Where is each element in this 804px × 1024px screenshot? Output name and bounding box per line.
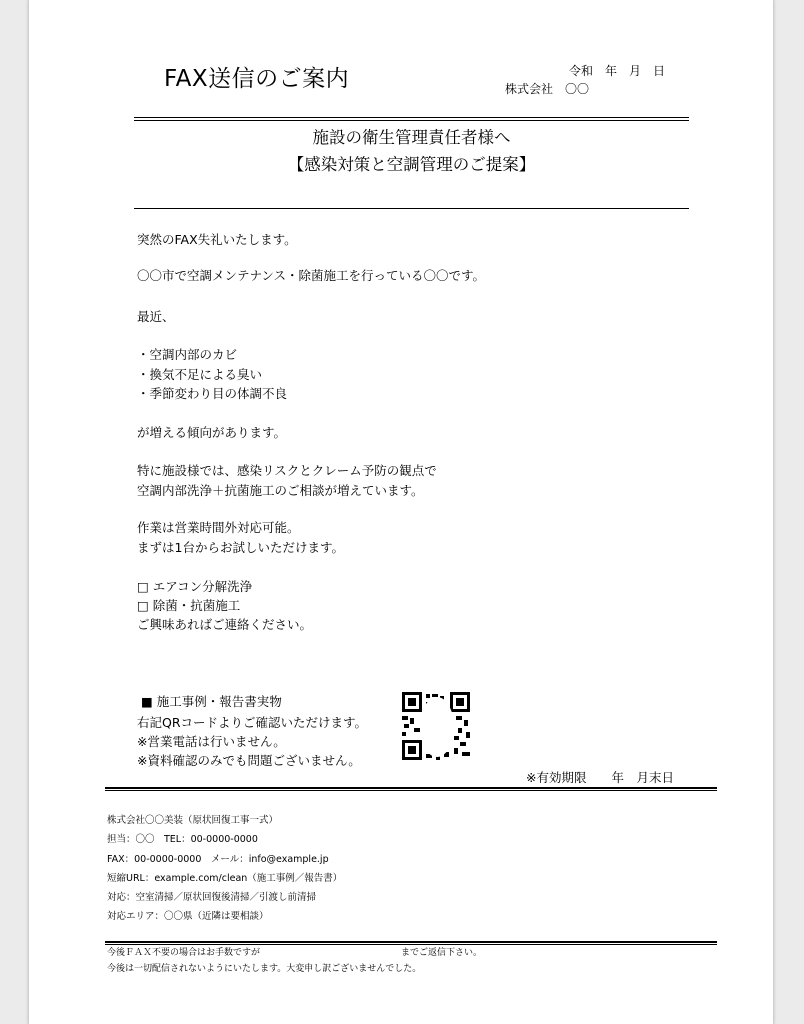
intro-text: 〇〇市で空調メンテナンス・除菌施工を行っている〇〇です。 [137,268,486,283]
contact-prompt: ご興味あればご連絡ください。 [137,617,313,632]
recent-text: 最近、 [137,309,175,324]
option-checkbox-antibacterial: □ 除菌・抗菌施工 [137,598,241,613]
headline-divider [134,208,689,209]
optout-text-end: までご返信下さい。 [401,948,483,958]
header-divider [134,117,689,121]
qr-code[interactable] [402,692,470,760]
examples-text: ※資料確認のみでも問題ございません。 [137,753,361,768]
document-title: FAX送信のご案内 [164,66,350,92]
option-checkbox-cleaning: □ エアコン分解洗浄 [137,579,253,594]
sender-company: 株式会社 〇〇 [505,82,590,96]
trend-text: が増える傾向があります。 [137,425,287,440]
work-text: 作業は営業時間外対応可能。 [137,520,300,535]
validity-text: ※有効期限 年 月末日 [526,770,674,785]
greeting-text: 突然のFAX失礼いたします。 [137,232,297,247]
optout-apology: 今後は一切配信されないようにいたします。大変申し訳ございませんでした。 [107,964,422,974]
footer-divider [105,787,717,791]
document-page [28,0,774,1024]
headline-recipient: 施設の衛生管理責任者様へ [312,128,511,147]
footer-services: 対応：空室清掃／原状回復後清掃／引渡し前清掃 [107,892,317,903]
issue-item: ・換気不足による臭い [137,367,263,382]
examples-text: ※営業電話は行いません。 [137,734,286,749]
footer-area: 対応エリア：〇〇県（近隣は要相談） [107,911,269,922]
facility-text: 特に施設様では、感染リスクとクレーム予防の観点で [137,463,437,478]
issue-item: ・季節変わり目の体調不良 [137,386,288,401]
footer-person: 担当：〇〇 TEL：00-0000-0000 [107,834,258,845]
footer-company: 株式会社〇〇美装（原状回復工事一式） [107,815,279,826]
facility-text: 空調内部洗浄＋抗菌施工のご相談が増えています。 [137,483,424,498]
work-text: まずは1台からお試しいただけます。 [137,540,344,555]
footer-fax-mail: FAX：00-0000-0000 メール：info@example.jp [107,854,329,865]
date-line: 令和 年 月 日 [569,64,666,78]
optout-text-start: 今後ＦＡＸ不要の場合はお手数ですが [107,948,261,958]
headline-subject: 【感染対策と空調管理のご提案】 [287,155,536,174]
footer-url[interactable]: 短縮URL：example.com/clean（施工事例／報告書） [107,873,343,884]
examples-text: 右記QRコードよりご確認いただけます。 [137,715,368,730]
issue-item: ・空調内部のカビ [137,347,238,362]
examples-heading: ■ 施工事例・報告書実物 [141,694,282,709]
